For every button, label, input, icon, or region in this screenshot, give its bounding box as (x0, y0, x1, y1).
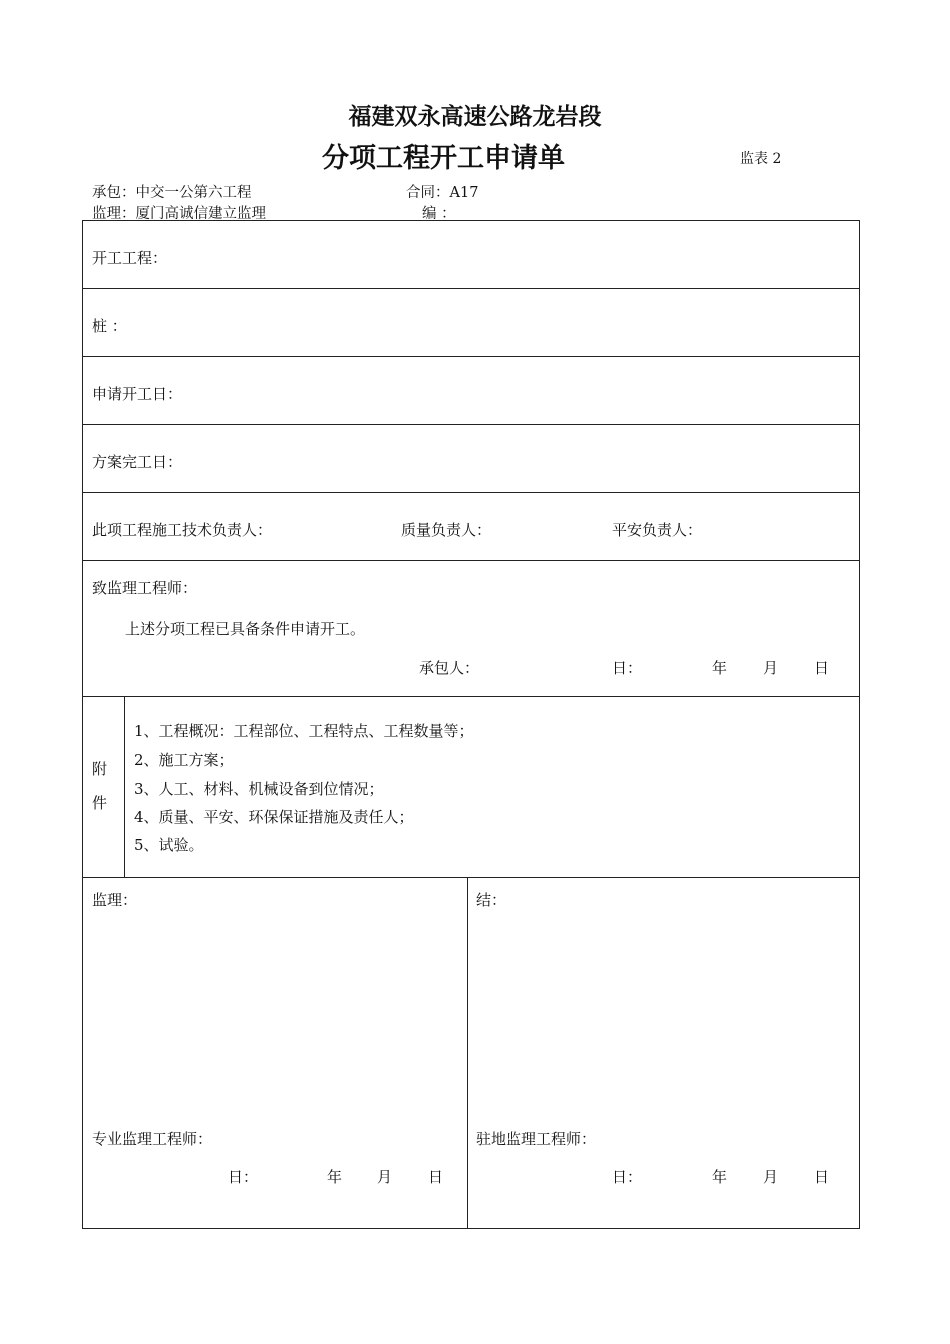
contractor-label: 承包：中交一公第六工程 (92, 185, 252, 201)
request-addressee: 致监理工程师： (92, 579, 198, 597)
contract-label: 合同：A17 (406, 185, 479, 201)
professional-engineer-label: 专业监理工程师： (92, 1130, 213, 1148)
left-day-label: 日 (428, 1168, 444, 1186)
plan-date-field: 方案完工日： (92, 453, 183, 471)
row-divider (83, 877, 859, 878)
row-divider (83, 696, 859, 697)
apply-date-field: 申请开工日： (92, 385, 183, 403)
attachments-label-2: 件 (92, 794, 108, 812)
right-date-label: 日： (612, 1168, 643, 1186)
request-body: 上述分项工程已具备条件申请开工。 (125, 620, 366, 638)
attachment-item: 1、工程概况：工程部位、工程特点、工程数量等； (134, 722, 474, 740)
station-field: 桩 ： (92, 317, 127, 335)
project-field: 开工工程： (92, 249, 168, 267)
request-day-label: 日 (814, 659, 830, 677)
left-year-label: 年 (327, 1168, 343, 1186)
conclusion-title: 结： (476, 891, 507, 909)
form-title: 分项工程开工申请单 (322, 143, 565, 174)
safety-lead-field: 平安负责人： (612, 521, 703, 539)
tech-lead-field: 此项工程施工技术负责人： (92, 521, 273, 539)
attachment-item: 2、施工方案； (134, 751, 234, 769)
right-day-label: 日 (814, 1168, 830, 1186)
applicant-label: 承包人： (419, 659, 480, 677)
supervision-title: 监理： (92, 891, 138, 909)
quality-lead-field: 质量负责人： (401, 521, 492, 539)
number-label: 编 ： (422, 206, 456, 222)
form-number: 监表 2 (740, 151, 782, 167)
resident-engineer-label: 驻地监理工程师： (476, 1130, 597, 1148)
request-year-label: 年 (712, 659, 728, 677)
application-form-table (82, 220, 860, 1229)
attachment-item: 5、试验。 (134, 836, 204, 854)
column-divider (467, 877, 468, 1229)
request-date-label: 日： (612, 659, 643, 677)
document-title: 福建双永高速公路龙岩段 (348, 103, 602, 130)
row-divider (83, 560, 859, 561)
request-month-label: 月 (763, 659, 779, 677)
supervisor-label: 监理：厦门高诚信建立监理 (92, 206, 266, 222)
row-divider (83, 356, 859, 357)
row-divider (83, 492, 859, 493)
attachment-item: 4、质量、平安、环保保证措施及责任人； (134, 808, 414, 826)
row-divider (83, 424, 859, 425)
attachment-item: 3、人工、材料、机械设备到位情况； (134, 780, 384, 798)
left-date-label: 日： (228, 1168, 259, 1186)
column-divider (124, 696, 125, 877)
attachments-label-1: 附 (92, 760, 108, 778)
row-divider (83, 288, 859, 289)
left-month-label: 月 (377, 1168, 393, 1186)
right-month-label: 月 (763, 1168, 779, 1186)
right-year-label: 年 (712, 1168, 728, 1186)
